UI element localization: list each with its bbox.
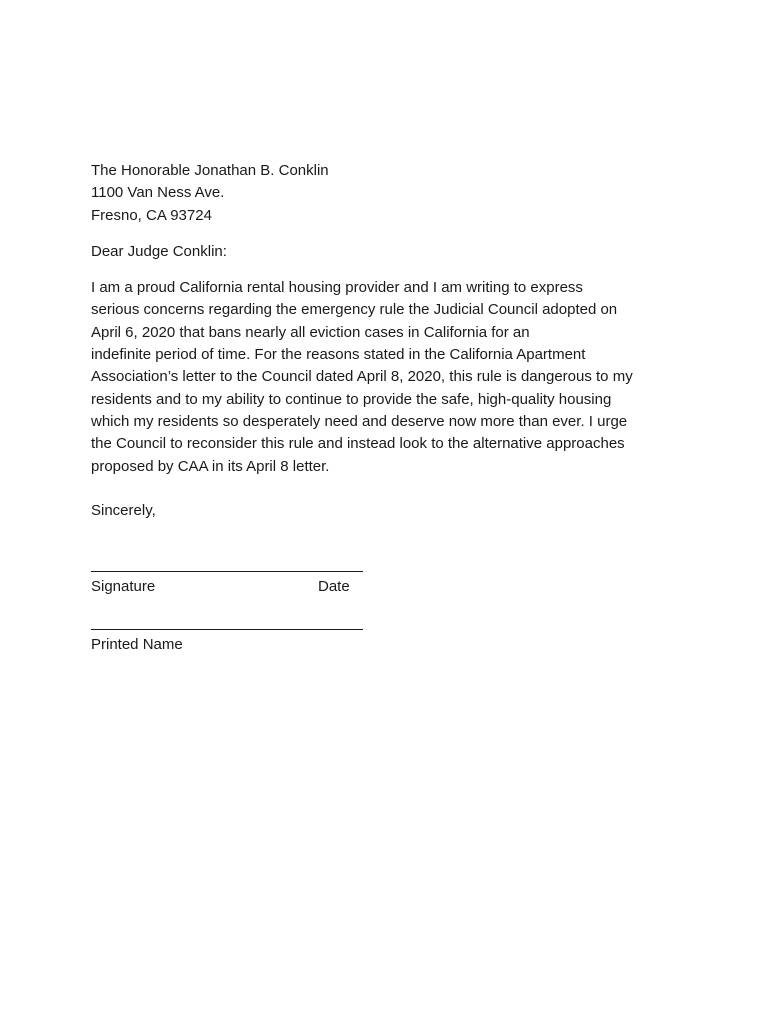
signature-block — [91, 570, 691, 598]
signature-line — [91, 570, 363, 572]
body-line: which my residents so desperately need and deserve now more than ever. I urge — [91, 412, 628, 430]
salutation: Dear Judge Conklin: — [91, 242, 227, 260]
letter — [91, 160, 691, 657]
closing: Sincerely, — [91, 501, 156, 519]
body-line: residents and to my ability to continue to provide the safe, high-quality housing — [91, 390, 612, 408]
body-line: I am a proud California rental housing provider and I am writing to express — [91, 279, 583, 297]
printed-name-block — [91, 628, 691, 656]
letter-body — [91, 277, 691, 478]
address-line-street: 1100 Van Ness Ave. — [91, 184, 225, 202]
body-line: April 6, 2020 that bans nearly all eviction cases in California for an — [91, 323, 530, 341]
recipient-address — [91, 160, 691, 227]
body-line: the Council to reconsider this rule and instead look to the alternative approaches — [91, 435, 625, 453]
date-label: Date — [318, 578, 350, 596]
address-line-city: Fresno, CA 93724 — [91, 206, 212, 224]
printed-name-line — [91, 628, 363, 630]
body-line: indefinite period of time. For the reasons stated in the California Apartment — [91, 346, 586, 364]
body-line: serious concerns regarding the emergency rule the Judicial Council adopted on — [91, 301, 618, 319]
address-line-name: The Honorable Jonathan B. Conklin — [91, 162, 329, 179]
body-line: proposed by CAA in its April 8 letter. — [91, 457, 330, 475]
printed-name-label: Printed Name — [91, 636, 183, 654]
signature-labels — [91, 576, 363, 598]
body-line: Association’s letter to the Council dated April 8, 2020, this rule is dangerous to my — [91, 368, 633, 386]
signature-label: Signature — [91, 578, 156, 596]
